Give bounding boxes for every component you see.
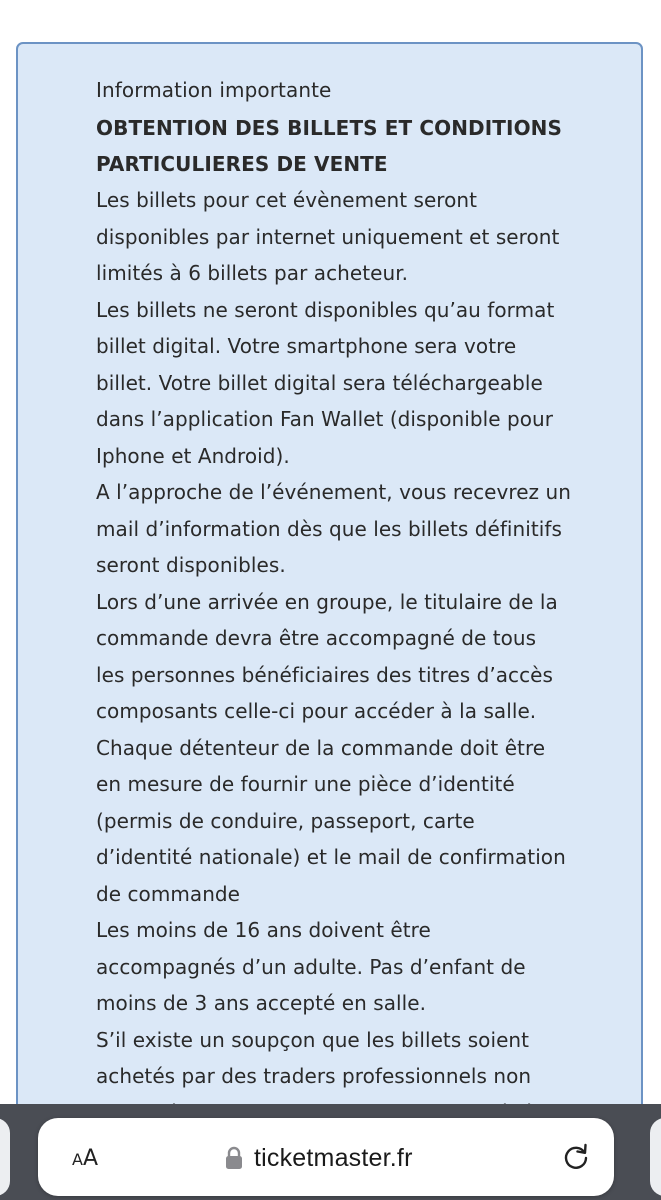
info-heading: Information importante	[96, 78, 332, 102]
info-line: Les billets ne seront disponibles qu’au format	[96, 297, 555, 322]
url-display[interactable]	[224, 1138, 413, 1178]
info-line: Iphone et Android).	[96, 443, 290, 468]
url-text: ticketmaster.fr	[254, 1143, 413, 1172]
important-info-content	[96, 72, 636, 1131]
info-line: les personnes bénéficiaires des titres d’accès	[96, 662, 553, 687]
info-line: composants celle-ci pour accéder à la salle.	[96, 699, 537, 723]
info-line: moins de 3 ans accepté en salle.	[96, 991, 427, 1015]
info-line: limités à 6 billets par acheteur.	[96, 261, 409, 285]
info-body	[96, 182, 636, 1131]
info-line: achetés par des traders professionnels non	[96, 1064, 532, 1088]
next-tab-peek[interactable]	[650, 1118, 661, 1196]
info-line: commande devra être accompagné de tous	[96, 626, 537, 650]
previous-tab-peek[interactable]	[0, 1118, 10, 1196]
text-size-small-glyph: A	[72, 1150, 83, 1169]
info-line: Chaque détenteur de la commande doit être	[96, 735, 546, 760]
info-line: d’identité nationale) et le mail de confirmation	[96, 845, 566, 869]
reload-icon[interactable]	[560, 1140, 592, 1172]
info-line: billet digital. Votre smartphone sera votre	[96, 334, 517, 358]
info-line: de commande	[96, 881, 241, 906]
info-line: billet. Votre billet digital sera téléchargeable	[96, 370, 543, 395]
info-line: A l’approche de l’événement, vous recevrez un	[96, 480, 571, 504]
text-size-big-glyph: A	[82, 1146, 99, 1171]
info-line: Les moins de 16 ans doivent être	[96, 918, 431, 942]
info-line: S’il existe un soupçon que les billets soient	[96, 1027, 530, 1052]
info-line: seront disponibles.	[96, 553, 286, 577]
text-size-button[interactable]	[72, 1144, 98, 1174]
info-line: dans l’application Fan Wallet (disponible pour	[96, 407, 554, 431]
info-title-line-1: OBTENTION DES BILLETS ET CONDITIONS	[96, 116, 563, 140]
info-line: Lors d’une arrivée en groupe, le titulaire de la	[96, 589, 558, 614]
info-line: accompagnés d’un adulte. Pas d’enfant de	[96, 954, 526, 979]
info-line: mail d’information dès que les billets définitifs	[96, 516, 562, 541]
info-line: en mesure de fournir une pièce d’identité	[96, 772, 515, 796]
lock-icon	[224, 1146, 244, 1170]
info-line: (permis de conduire, passeport, carte	[96, 808, 475, 833]
info-title-line-2: PARTICULIERES DE VENTE	[96, 152, 388, 176]
info-line: disponibles par internet uniquement et seront	[96, 224, 560, 249]
info-line: Les billets pour cet évènement seront	[96, 188, 478, 212]
